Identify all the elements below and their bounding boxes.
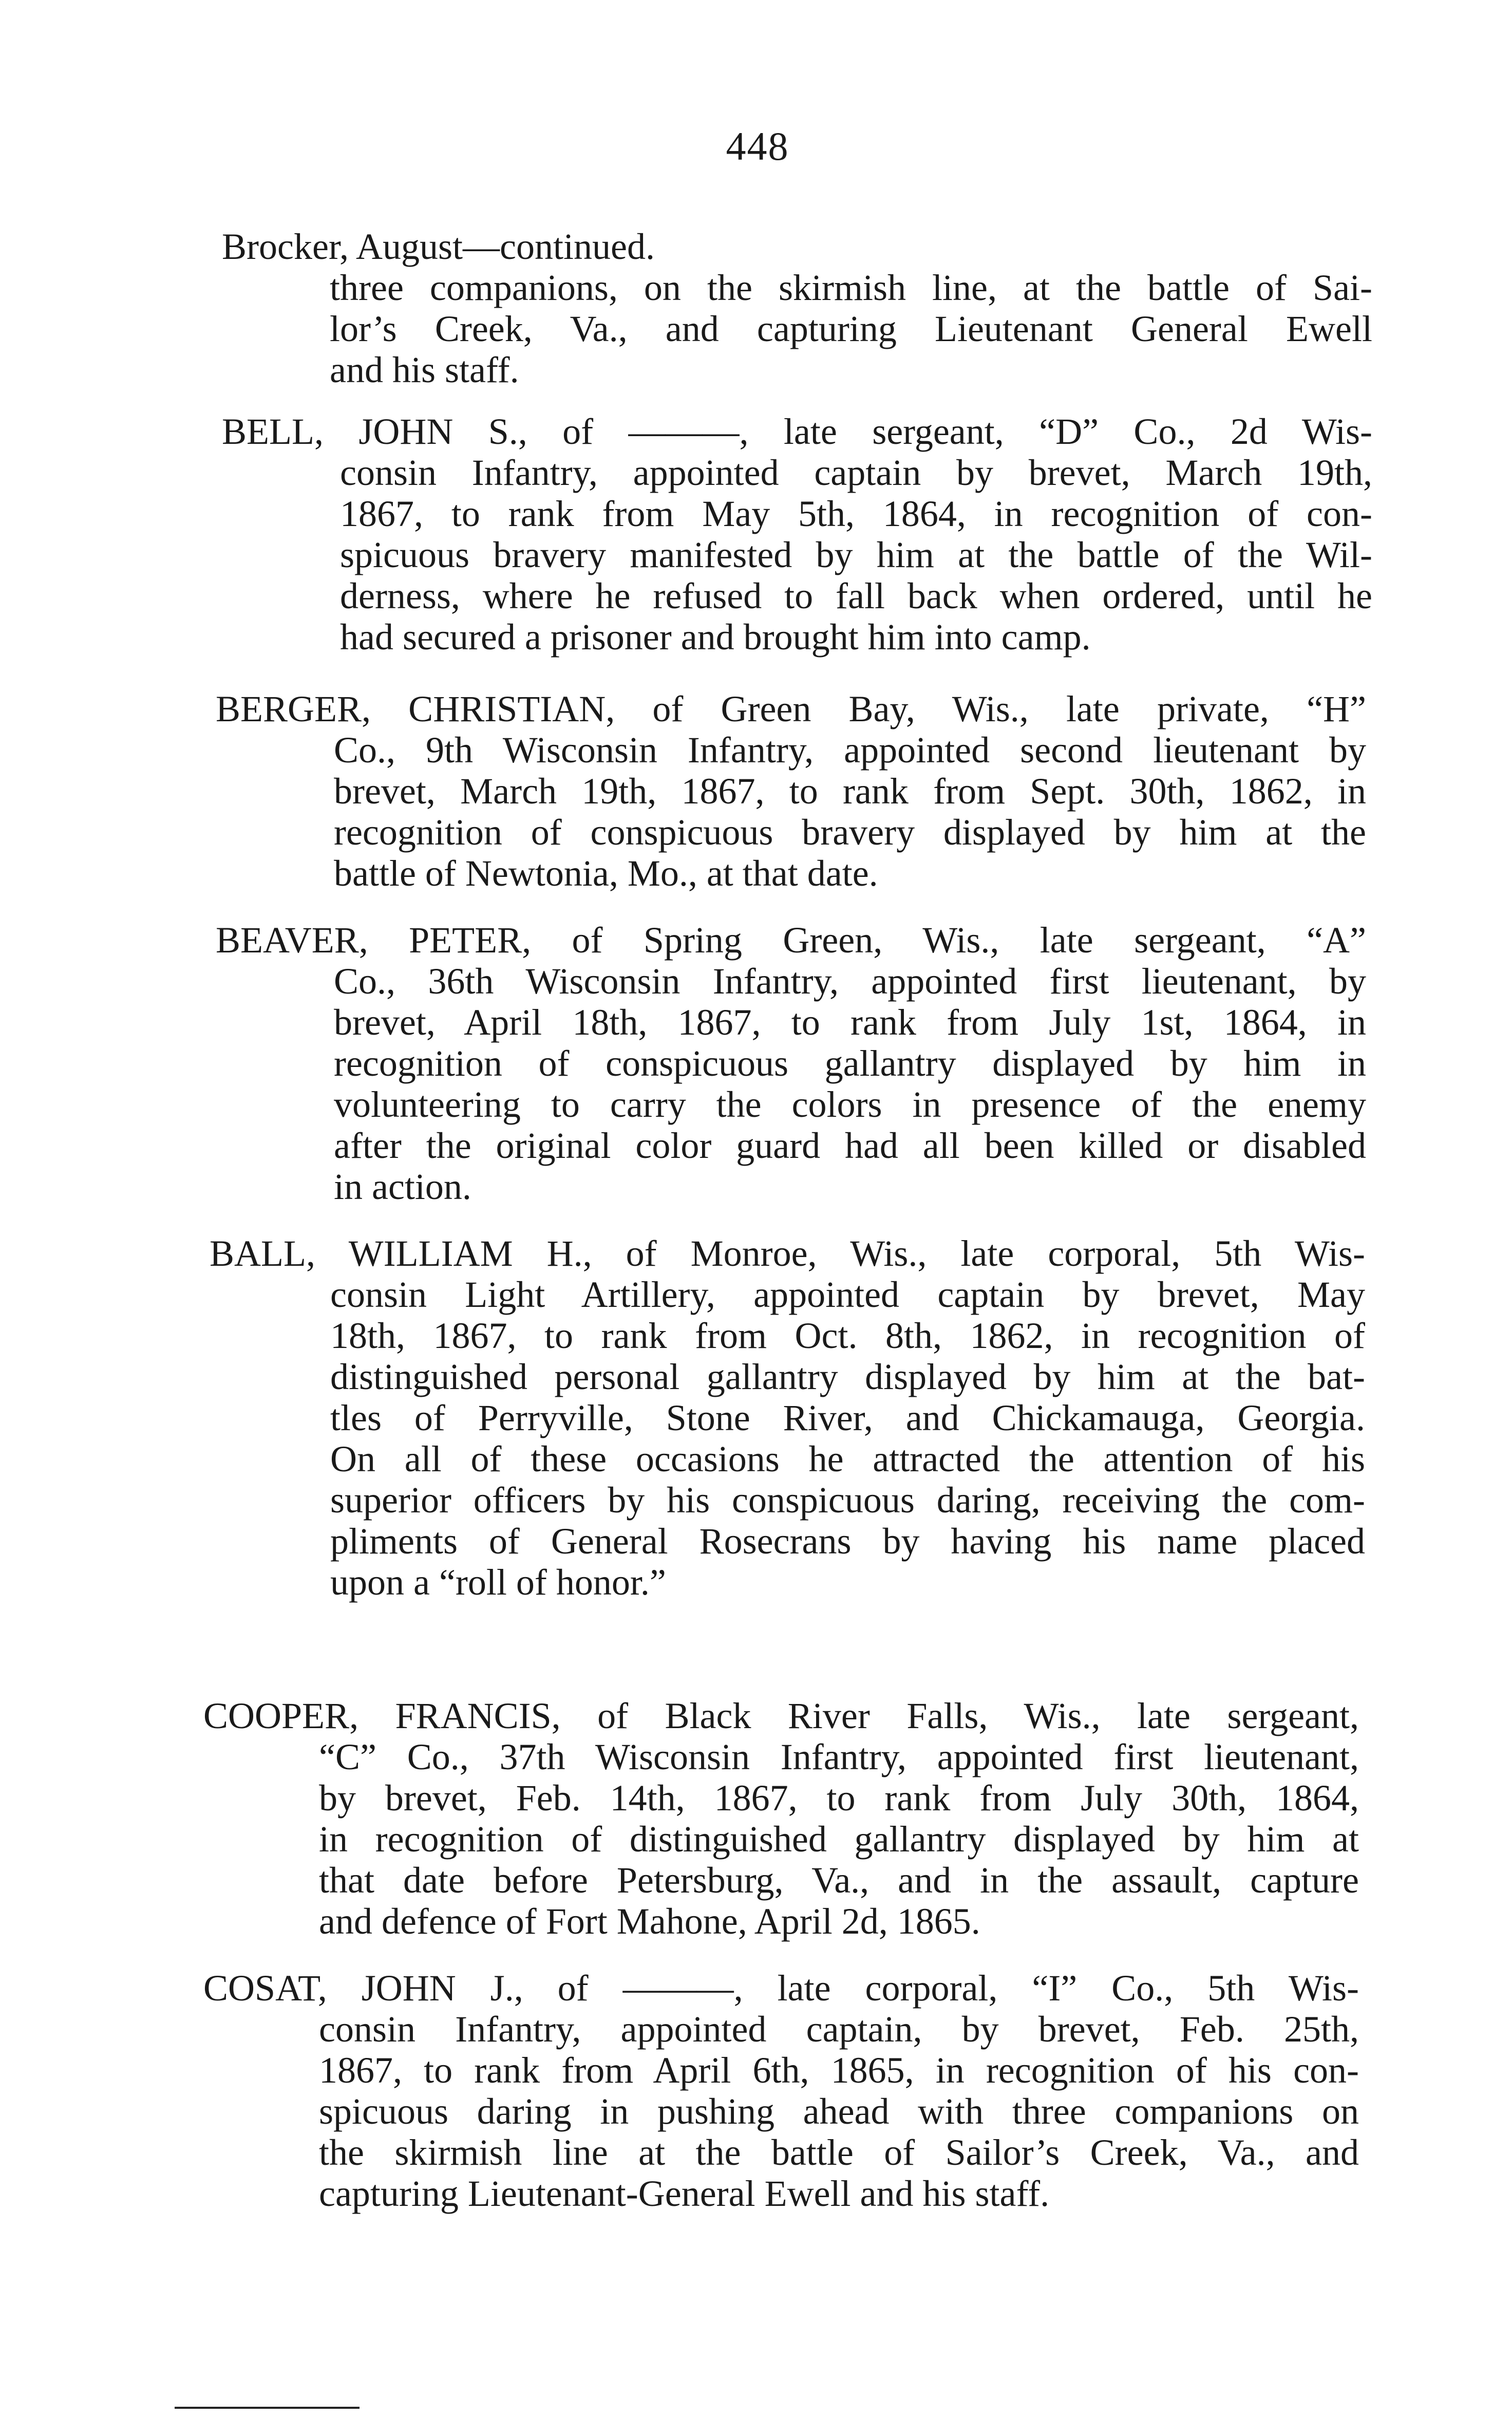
entry-line: and defence of Fort Mahone, April 2d, 1865. [319, 1901, 980, 1942]
entry-line: “C” Co., 37th Wisconsin Infantry, appointed first lieutenant, [319, 1736, 1359, 1777]
entry-line: after the original color guard had all been killed or disabled [334, 1125, 1366, 1166]
entry-line: pliments of General Rosecrans by having his name placed [330, 1521, 1365, 1562]
entry-line: three companions, on the skirmish line, at the battle of Sai- [330, 267, 1372, 308]
entry-line: lor’s Creek, Va., and capturing Lieutenant General Ewell [330, 308, 1372, 349]
entry-line: 1867, to rank from May 5th, 1864, in recognition of con- [340, 493, 1372, 534]
footer-rule [175, 2407, 360, 2409]
entry-berger [216, 688, 1366, 894]
entry-line: On all of these occasions he attracted the attention of his [330, 1438, 1365, 1479]
entry-line: in action. [334, 1166, 471, 1207]
entry-line: distinguished personal gallantry displayed by him at the bat- [330, 1356, 1365, 1397]
entry-line: and his staff. [330, 349, 519, 390]
entry-line: BALL, WILLIAM H., of Monroe, Wis., late corporal, 5th Wis- [210, 1233, 1365, 1274]
entry-ball [210, 1233, 1365, 1603]
entry-line: consin Infantry, appointed captain, by brevet, Feb. 25th, [319, 2009, 1359, 2050]
entry-line: in recognition of distinguished gallantry displayed by him at [319, 1819, 1359, 1860]
entry-line: superior officers by his conspicuous daring, receiving the com- [330, 1479, 1365, 1521]
entry-line: that date before Petersburg, Va., and in the assault, capture [319, 1860, 1359, 1901]
entry-line: upon a “roll of honor.” [330, 1562, 666, 1603]
entry-line: COSAT, JOHN J., of ———, late corporal, “I” Co., 5th Wis- [203, 1968, 1359, 2009]
entry-line: Co., 36th Wisconsin Infantry, appointed first lieutenant, by [334, 961, 1366, 1002]
entry-line: had secured a prisoner and brought him into camp. [340, 616, 1091, 658]
page-number: 448 [726, 124, 789, 168]
entry-line: 1867, to rank from April 6th, 1865, in recognition of his con- [319, 2050, 1359, 2091]
entry-cosat [203, 1968, 1359, 2214]
entry-line: battle of Newtonia, Mo., at that date. [334, 853, 878, 894]
entry-beaver [216, 920, 1366, 1207]
entry-line: consin Light Artillery, appointed captain by brevet, May [330, 1274, 1365, 1315]
entry-line: COOPER, FRANCIS, of Black River Falls, Wis., late sergeant, [203, 1695, 1359, 1736]
entry-line: spicuous daring in pushing ahead with three companions on [319, 2091, 1359, 2132]
entry-line: recognition of conspicuous gallantry displayed by him in [334, 1043, 1366, 1084]
entry-line: Co., 9th Wisconsin Infantry, appointed second lieutenant by [334, 729, 1366, 771]
entry-brocker [222, 226, 1372, 390]
entry-line: 18th, 1867, to rank from Oct. 8th, 1862, in recognition of [330, 1315, 1365, 1356]
entry-line: brevet, April 18th, 1867, to rank from July 1st, 1864, in [334, 1002, 1366, 1043]
entry-cooper [203, 1695, 1359, 1942]
entry-line: spicuous bravery manifested by him at the battle of the Wil- [340, 534, 1372, 575]
entry-line: capturing Lieutenant-General Ewell and his staff. [319, 2173, 1050, 2214]
entry-line: recognition of conspicuous bravery displayed by him at the [334, 812, 1366, 853]
entry-line: BEAVER, PETER, of Spring Green, Wis., late sergeant, “A” [216, 920, 1366, 961]
entry-bell [222, 411, 1372, 658]
entry-line: Brocker, August—continued. [222, 226, 655, 267]
entry-line: BELL, JOHN S., of ———, late sergeant, “D” Co., 2d Wis- [222, 411, 1372, 452]
entry-line: the skirmish line at the battle of Sailor’s Creek, Va., and [319, 2132, 1359, 2173]
entry-line: volunteering to carry the colors in presence of the enemy [334, 1084, 1366, 1125]
entry-line: consin Infantry, appointed captain by brevet, March 19th, [340, 452, 1372, 493]
entry-line: BERGER, CHRISTIAN, of Green Bay, Wis., late private, “H” [216, 688, 1366, 729]
entry-line: by brevet, Feb. 14th, 1867, to rank from July 30th, 1864, [319, 1777, 1359, 1819]
entry-line: tles of Perryville, Stone River, and Chickamauga, Georgia. [330, 1397, 1365, 1438]
entry-line: derness, where he refused to fall back when ordered, until he [340, 575, 1372, 616]
entry-line: brevet, March 19th, 1867, to rank from Sept. 30th, 1862, in [334, 771, 1366, 812]
